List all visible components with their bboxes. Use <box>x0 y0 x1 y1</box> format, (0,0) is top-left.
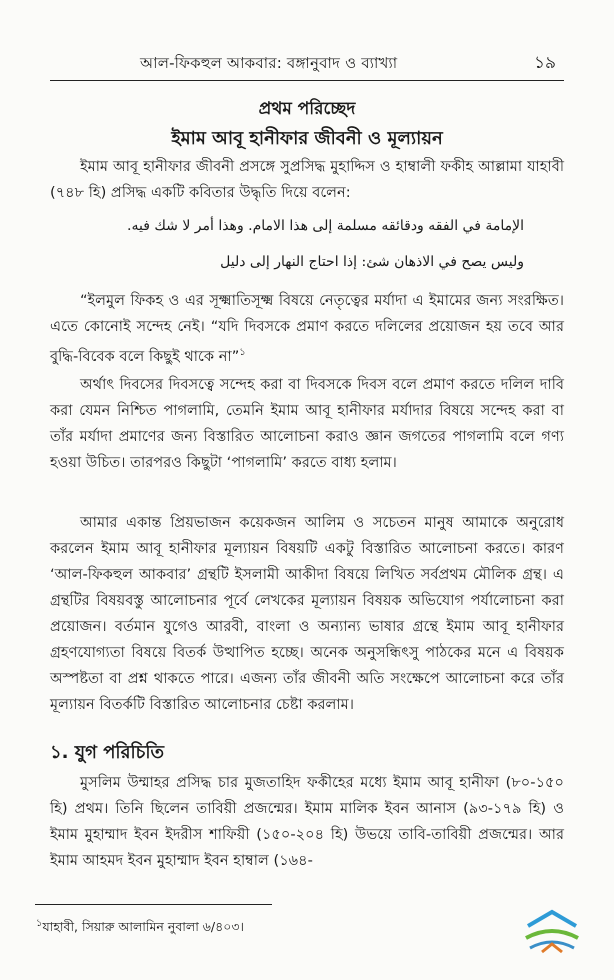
publisher-logo-icon <box>520 908 584 958</box>
chapter-subtitle: ইমাম আবূ হানীফার জীবনী ও মূল্যায়ন <box>171 128 443 149</box>
paragraph-1: অর্থাৎ দিবসের দিবসত্বে সন্দেহ করা বা দিবসকে দিবস বলে প্রমাণ করতে দলিল দাবি করা যেমন নিশ্চিত পাগলামি, তেমনি ইমাম আবূ হানীফার মর্যাদার বিষয়ে সন্দেহ করা বা তাঁর মর্যাদা প্রমাণের জন্য বিস্তারিত আলোচনা করাও জ্ঞান জগতের পাগলামি বলে গণ্য হওয়া উচিত। তারপরও কিছুটা ‘পাগলামি’ করতে বাধ্য হলাম। <box>50 376 564 471</box>
paragraph-2: আমার একান্ত প্রিয়ভাজন কয়েকজন আলিম ও সচেতন মানুষ আমাকে অনুরোধ করলেন ইমাম আবূ হানীফার মূল্যায়ন বিষয়টি একটু বিস্তারিত আলোচনা করতে। কারণ ‘আল-ফিকহুল আকবার’ গ্রন্থটি ইসলামী আকীদা বিষয়ে লিখিত সর্বপ্রথম মৌলিক গ্রন্থ। এ গ্রন্থটির বিষয়বস্তু আলোচনার পূর্বে লেখকের মূল্যায়ন বিষয়ক অভিযোগ পর্যালোচনা করা প্রয়োজন। বর্তমান যুগেও আরবী, বাংলা ও অন্যান্য ভাষার গ্রন্থে ইমাম আবূ হানীফার গ্রহণযোগ্যতা বিষয়ে বিতর্ক উত্থাপিত হচ্ছে। অনেক অনুসন্ধিৎসু পাঠকের মনে এ বিষয়ক অস্পষ্টতা বা প্রশ্ন থাকতে পারে। এজন্য তাঁর জীবনী অতি সংক্ষেপে আলোচনা করে তাঁর মূল্যায়ন বিতর্কটি বিস্তারিত আলোচনার চেষ্টা করলাম। <box>50 514 564 713</box>
quote-paragraph <box>50 288 564 370</box>
quote-text: “ইলমুল ফিকহ ও এর সূক্ষ্মাতিসূক্ষ্ম বিষয়ে নেতৃত্বের মর্যাদা এ ইমামের জন্য সংরক্ষিত। এতে কোনোই সন্দেহ নেই। “যদি দিবসকে প্রমাণ করতে দলিলের প্রয়োজন হয় তবে আর বুদ্ধি-বিবেক বলে কিছুই থাকে না” <box>50 292 564 365</box>
footnote-text: যাহাবী, সিয়ারু আলামিন নুবালা ৬/৪০৩। <box>42 919 244 935</box>
section-heading: ১. যুগ পরিচিতি <box>50 742 165 763</box>
footnote <box>36 916 244 939</box>
intro-paragraph: ইমাম আবূ হানীফার জীবনী প্রসঙ্গে সুপ্রসিদ্ধ মুহাদ্দিস ও হাম্বালী ফকীহ আল্লামা যাহাবী (৭৪৮ হি) প্রসিদ্ধ একটি কবিতার উদ্ধৃতি দিয়ে বলেন: <box>50 158 564 201</box>
page-number: ১৯ <box>533 53 556 73</box>
header-rule <box>50 80 564 81</box>
arabic-line-2: وليس يصح في الاذهان شئ: إذا احتاج النهار إلى دليل <box>220 254 524 270</box>
arabic-line-1: الإمامة في الفقه ودقائقه مسلمة إلى هذا الامام. وهذا أمر لا شك فيه. <box>127 218 524 234</box>
footnote-marker: ১ <box>239 347 246 358</box>
footnote-rule <box>35 904 272 905</box>
footnote-number: ১ <box>36 918 43 929</box>
chapter-title: প্রথম পরিচ্ছেদ <box>258 99 356 119</box>
section-paragraph: মুসলিম উম্মাহর প্রসিদ্ধ চার মুজতাহিদ ফকীহের মধ্যে ইমাম আবূ হানীফা (৮০-১৫০ হি) প্রথম। তিনি ছিলেন তাবিয়ী প্রজন্মের। ইমাম মালিক ইবন আনাস (৯৩-১৭৯ হি) ও ইমাম মুহাম্মাদ ইবন ইদরীস শাফিয়ী (১৫০-২০৪ হি) উভয়ে তাবি-তাবিয়ী প্রজন্মের। আর ইমাম আহমদ ইবন মুহাম্মাদ ইবন হাম্বাল (১৬৪- <box>50 774 564 869</box>
running-title: আল-ফিকহুল আকবার: বঙ্গানুবাদ ও ব্যাখ্যা <box>140 54 398 72</box>
